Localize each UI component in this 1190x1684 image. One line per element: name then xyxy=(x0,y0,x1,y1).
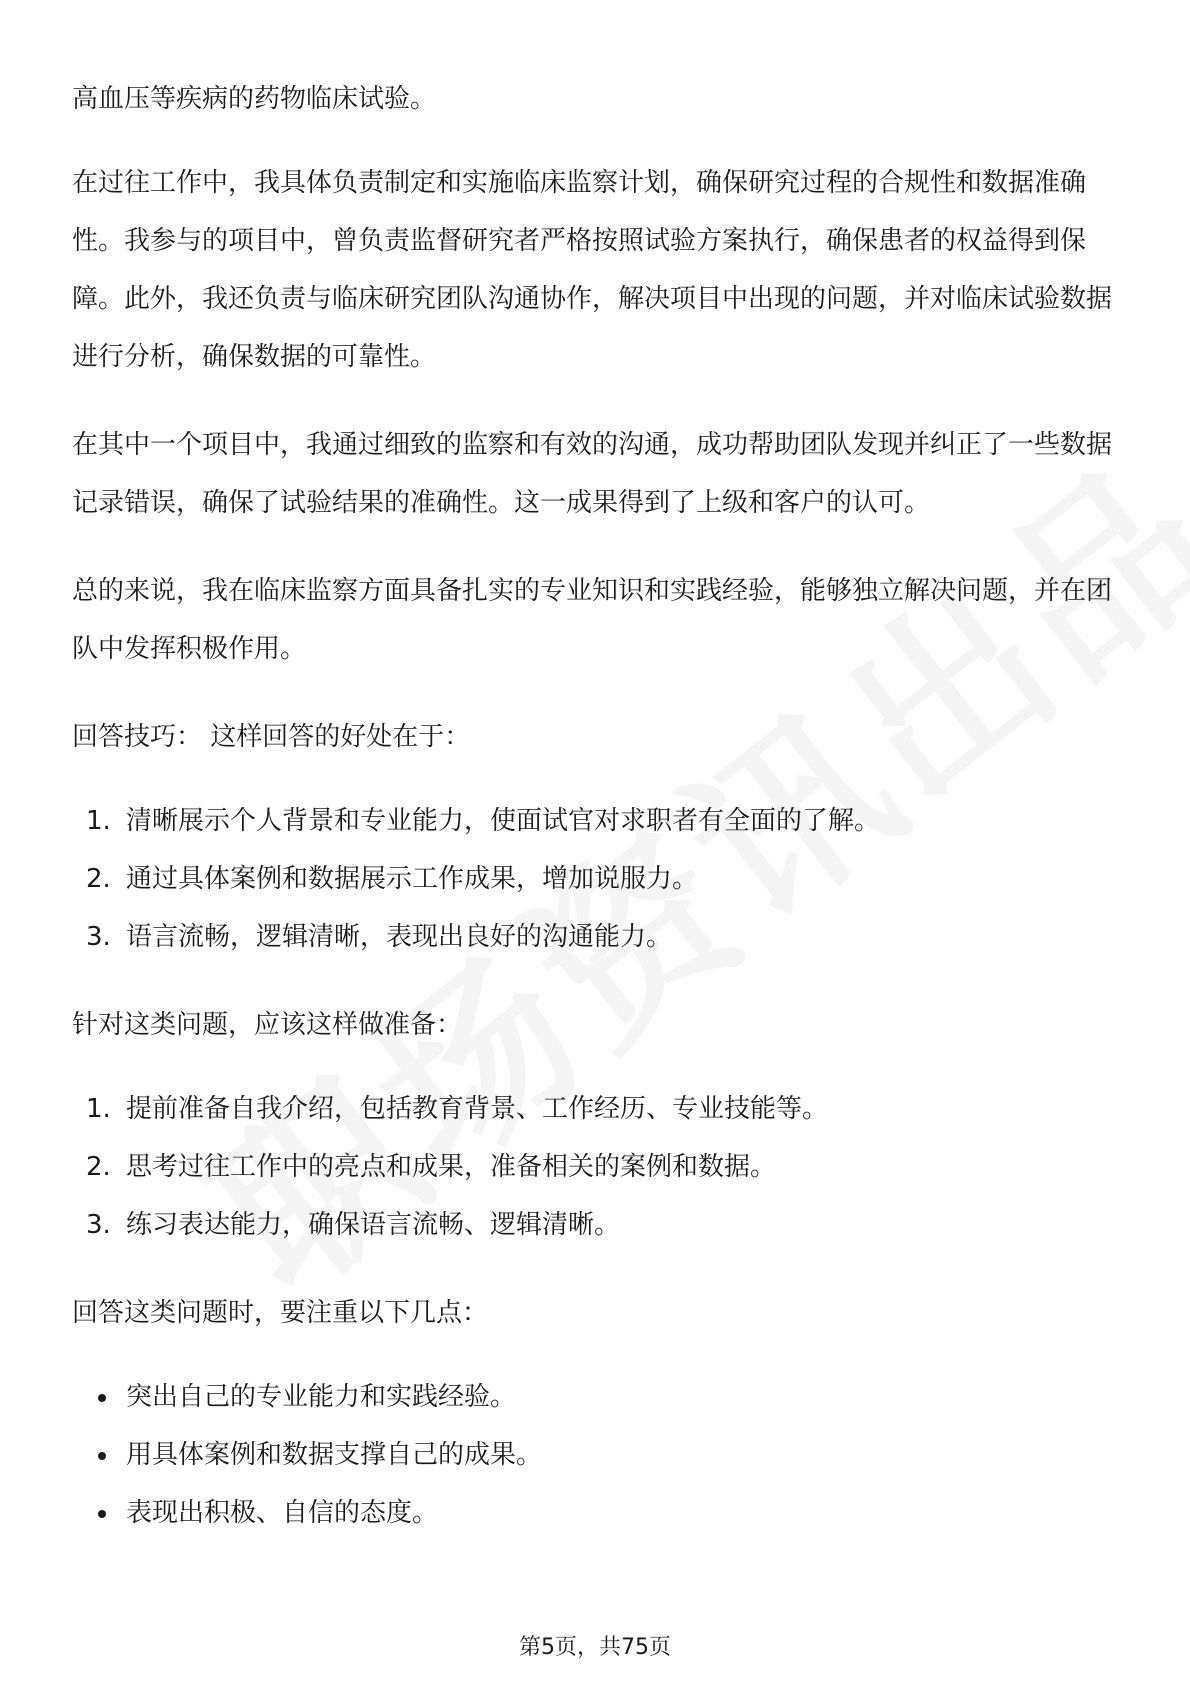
list-item-text: 通过具体案例和数据展示工作成果，增加说服力。 xyxy=(126,864,699,894)
paragraph-4: 总的来说，我在临床监察方面具备扎实的专业知识和实践经验，能够独立解决问题，并在团队中发挥积极作用。 xyxy=(72,576,1113,664)
list-item xyxy=(72,1426,1122,1484)
list-item xyxy=(72,850,1122,908)
tips-heading: 回答技巧： 这样回答的好处在于： xyxy=(72,722,471,752)
list-item xyxy=(72,1080,1122,1138)
list-item-text: 练习表达能力，确保语言流畅、逻辑清晰。 xyxy=(126,1210,621,1240)
list-item-text: 突出自己的专业能力和实践经验。 xyxy=(126,1382,517,1412)
prepare-heading: 针对这类问题，应该这样做准备： xyxy=(72,1010,463,1040)
list-item-text: 语言流畅，逻辑清晰，表现出良好的沟通能力。 xyxy=(126,922,673,952)
list-item-text: 表现出积极、自信的态度。 xyxy=(126,1498,439,1528)
list-item-text: 清晰展示个人背景和专业能力，使面试官对求职者有全面的了解。 xyxy=(126,806,881,836)
list-number: 1. xyxy=(86,806,111,836)
list-item-text: 思考过往工作中的亮点和成果，准备相关的案例和数据。 xyxy=(126,1152,777,1182)
list-item-text: 用具体案例和数据支撑自己的成果。 xyxy=(126,1440,543,1470)
list-item xyxy=(72,1484,1122,1542)
paragraph-2: 在过往工作中，我具体负责制定和实施临床监察计划，确保研究过程的合规性和数据准确性。我参与的项目中，曾负责监督研究者严格按照试验方案执行，确保患者的权益得到保障。此外，我还负责与临床研究团队沟通协作，解决项目中出现的问题，并对临床试验数据进行分析，确保数据的可靠性。 xyxy=(72,168,1113,372)
bullet-icon xyxy=(98,1452,106,1460)
list-item-text: 提前准备自我介绍，包括教育背景、工作经历、专业技能等。 xyxy=(126,1094,829,1124)
tips-list xyxy=(72,792,1122,966)
bullet-icon xyxy=(98,1510,106,1518)
bullet-icon xyxy=(98,1394,106,1402)
list-number: 3. xyxy=(86,1210,111,1240)
list-item xyxy=(72,1196,1122,1254)
points-heading: 回答这类问题时，要注重以下几点： xyxy=(72,1298,489,1328)
list-number: 2. xyxy=(86,1152,111,1182)
list-item xyxy=(72,1368,1122,1426)
paragraph-3: 在其中一个项目中，我通过细致的监察和有效的沟通，成功帮助团队发现并纠正了一些数据记录错误，确保了试验结果的准确性。这一成果得到了上级和客户的认可。 xyxy=(72,430,1113,518)
list-number: 3. xyxy=(86,922,111,952)
list-number: 2. xyxy=(86,864,111,894)
document-body xyxy=(72,70,1122,1572)
paragraph-1: 高血压等疾病的药物临床试验。 xyxy=(72,84,437,114)
list-number: 1. xyxy=(86,1094,111,1124)
prepare-list xyxy=(72,1080,1122,1254)
points-list xyxy=(72,1368,1122,1542)
list-item xyxy=(72,1138,1122,1196)
list-item xyxy=(72,792,1122,850)
list-item xyxy=(72,908,1122,966)
page-number: 第5页，共75页 xyxy=(519,1635,671,1660)
